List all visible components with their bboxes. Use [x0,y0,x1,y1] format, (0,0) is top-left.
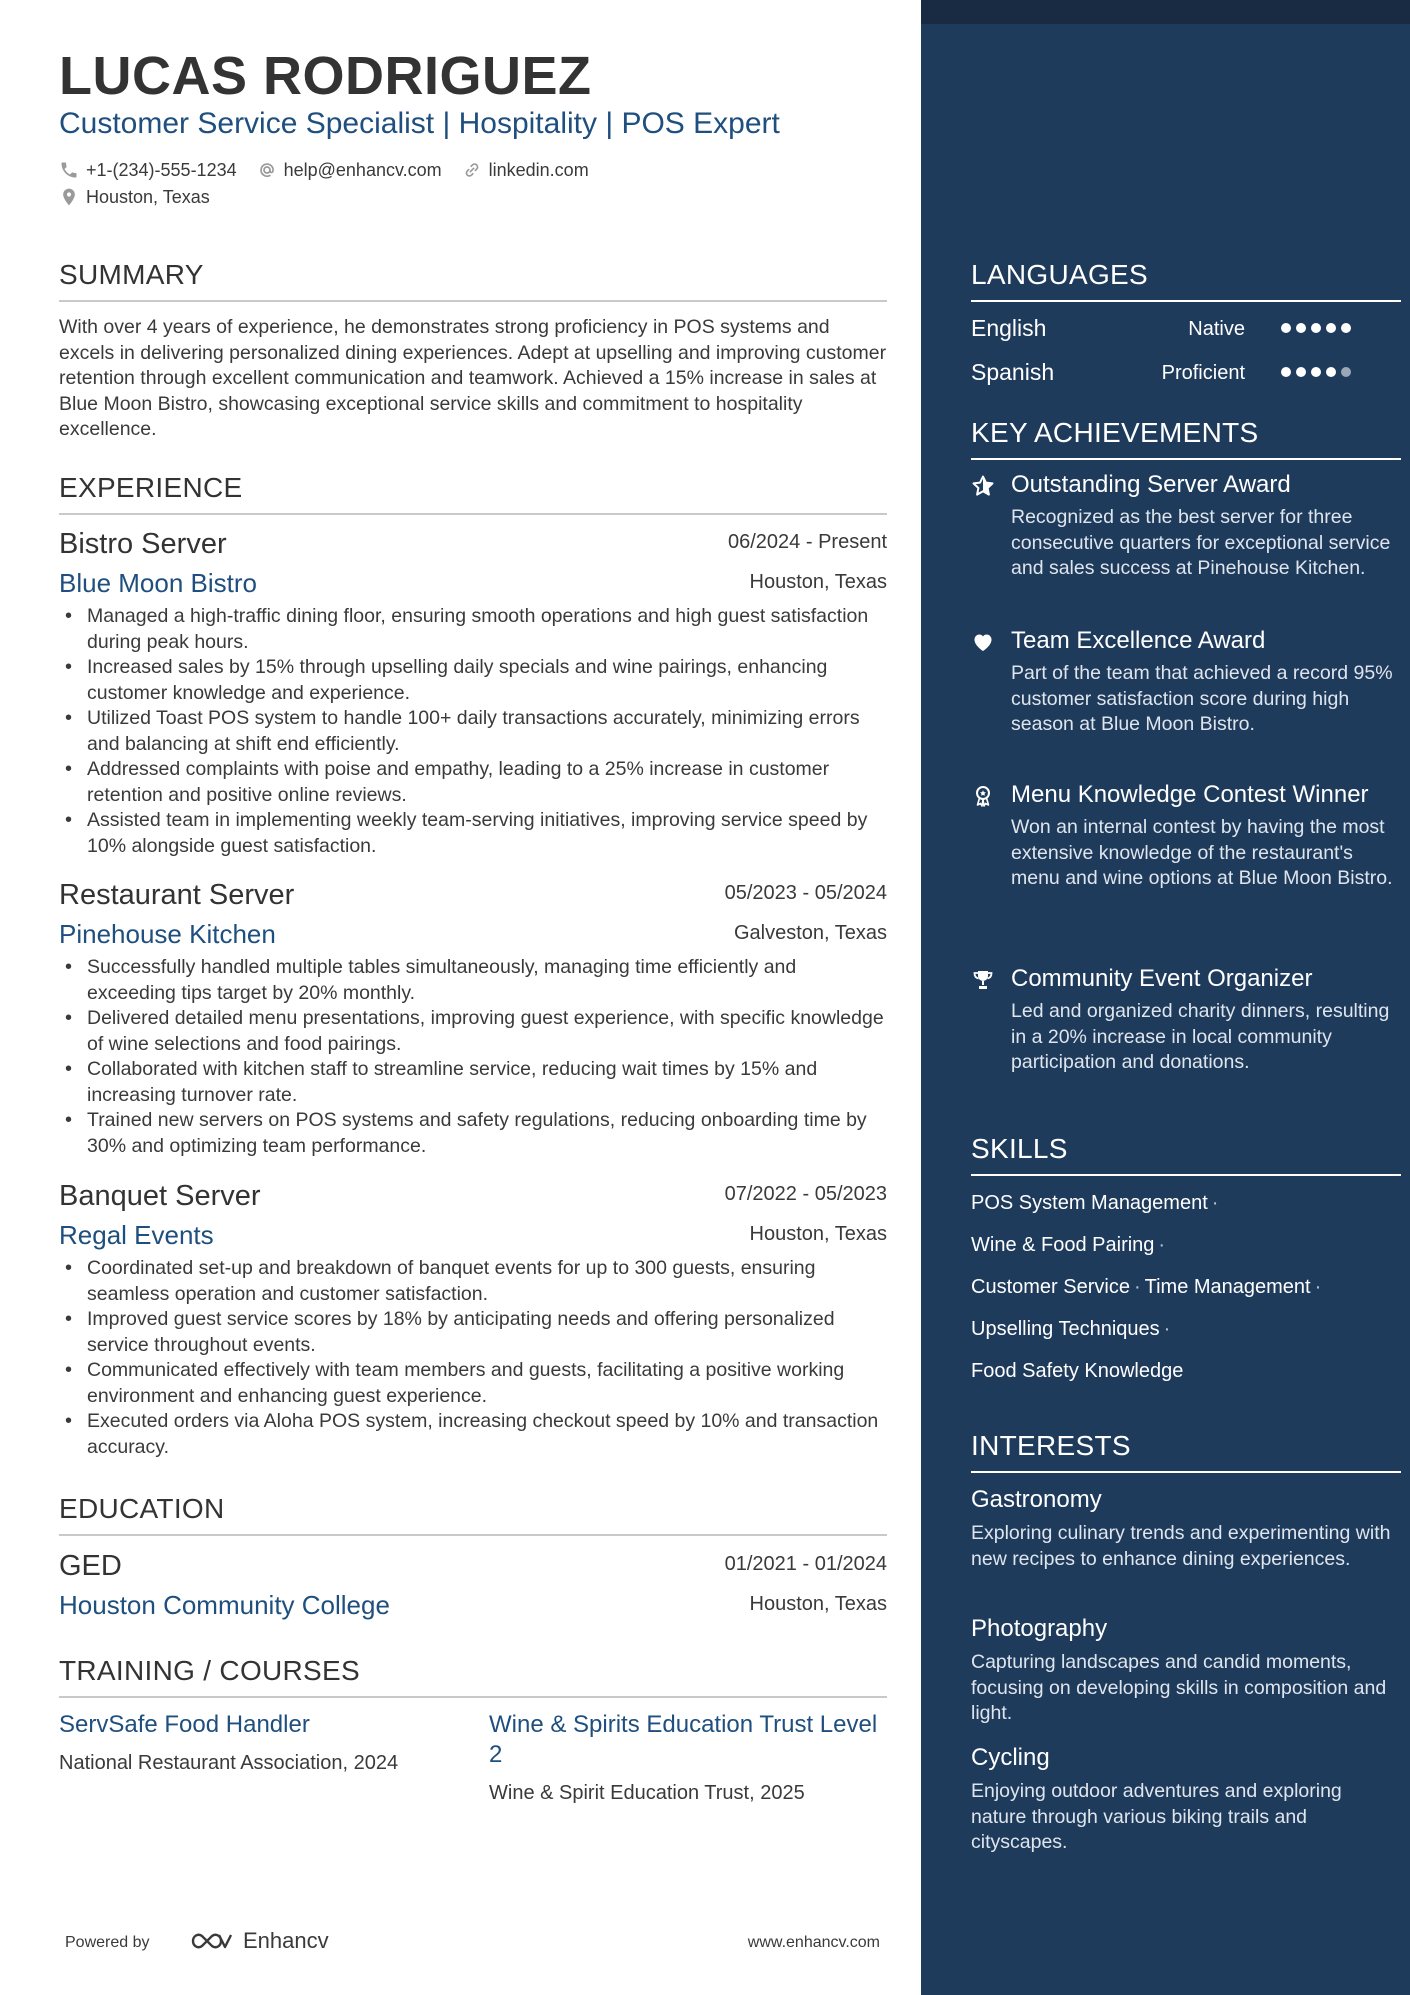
experience-entry [59,1178,887,1460]
proficiency-dot-filled [1341,323,1351,333]
heart-icon [971,630,995,654]
job-bullets [59,604,887,859]
achievement-desc: Won an internal contest by having the most extensive knowledge of the restaurant's menu and wine options at Blue Moon Bistro. [1011,816,1393,889]
proficiency-dot-filled [1281,323,1291,333]
job-company: Pinehouse Kitchen [59,919,276,949]
experience-entry [59,526,887,859]
brand-logo[interactable] [189,1928,329,1954]
language-name: English [971,315,1047,341]
achievement-desc: Part of the team that achieved a record 95% customer satisfaction score during high season at Blue Moon Bistro. [1011,662,1393,735]
job-dates: 07/2022 - 05/2023 [724,1183,887,1205]
proficiency-dot-empty [1341,367,1351,377]
skill-separator: · [1158,1234,1166,1256]
achievement-title: Community Event Organizer [1011,965,1313,992]
proficiency-dot-filled [1326,367,1336,377]
contact-row [59,158,609,182]
language-name: Spanish [971,359,1055,385]
job-title: Bistro Server [59,528,227,560]
school-location: Houston, Texas [749,1593,887,1615]
language-item [971,313,1351,345]
linkedin-contact[interactable] [462,158,589,182]
interest-title: Gastronomy [971,1486,1102,1513]
bullet-item: • Utilized Toast POS system to handle 100+ daily transactions accurately, minimizing errors and balancing at shift end efficiently. [59,706,887,757]
job-title: Banquet Server [59,1180,261,1212]
sidebar [921,0,1410,1995]
course-item [489,1710,889,1806]
phone-contact[interactable] [59,158,237,182]
language-item [971,357,1351,389]
email-contact[interactable] [257,158,442,182]
job-company: Regal Events [59,1220,214,1250]
bullet-item: • Addressed complaints with poise and empathy, leading to a 25% increase in customer retention and positive online reviews. [59,757,887,808]
skill-item: Customer Service [971,1276,1130,1298]
trophy-icon [971,968,995,992]
bullet-item: • Trained new servers on POS systems and safety regulations, reducing onboarding time by 30% and optimizing team performance. [59,1108,887,1159]
bullet-item: • Managed a high-traffic dining floor, ensuring smooth operations and high guest satisfaction during peak hours. [59,604,887,655]
summary-heading: SUMMARY [59,258,887,302]
language-proficiency-dots [1276,367,1351,377]
bullet-item: • Delivered detailed menu presentations, improving guest experience, with specific knowledge of wine selections and food pairings. [59,1006,887,1057]
enhancv-logo-icon [189,1928,235,1954]
skill-item: Time Management [1144,1276,1311,1298]
school-name: Houston Community College [59,1590,390,1620]
interests-heading: INTERESTS [971,1429,1401,1473]
proficiency-dot-filled [1326,323,1336,333]
location-contact [59,185,210,209]
linkedin-text: linkedin.com [488,160,589,180]
location-row [59,185,230,209]
interest-desc: Exploring culinary trends and experimenting with new recipes to enhance dining experiences. [971,1522,1391,1570]
bullet-item: • Executed orders via Aloha POS system, increasing checkout speed by 10% and transaction accuracy. [59,1409,887,1460]
achievement-desc: Led and organized charity dinners, resulting in a 20% increase in local community participation and donations. [1011,1000,1390,1073]
interest-title: Photography [971,1615,1108,1642]
job-bullets [59,955,887,1159]
course-detail: National Restaurant Association, 2024 [59,1752,399,1774]
skill-separator: · [1133,1276,1141,1298]
summary-text: With over 4 years of experience, he demonstrates strong proficiency in POS systems and excels in delivering personalized dining experiences. Adept at upselling and improving customer retention through excellent communication and teamwork. Achieved a 15% increase in sales at Blue Moon Bistro, showcasing exceptional service skills and commitment to hospitality excellence. [59,316,887,440]
interest-title: Cycling [971,1744,1050,1771]
achievement-title: Team Excellence Award [1011,627,1266,654]
skill-item: Food Safety Knowledge [971,1360,1184,1382]
bullet-item: • Collaborated with kitchen staff to streamline service, reducing wait times by 15% and increasing turnover rate. [59,1057,887,1108]
job-title: Restaurant Server [59,879,295,911]
location-text: Houston, Texas [86,187,210,207]
experience-heading: EXPERIENCE [59,471,887,515]
skill-line [971,1316,1174,1342]
job-bullets [59,1256,887,1460]
phone-text: +1-(234)-555-1234 [86,160,237,180]
job-dates: 06/2024 - Present [728,531,887,553]
job-dates: 05/2023 - 05/2024 [724,882,887,904]
language-proficiency-dots [1276,323,1351,333]
headline: Customer Service Specialist | Hospitality | POS Expert [59,107,780,140]
job-location: Houston, Texas [749,571,887,593]
job-company: Blue Moon Bistro [59,568,257,598]
at-icon [257,160,277,180]
skill-line [971,1358,1183,1384]
skill-line [971,1232,1169,1258]
bullet-item: • Communicated effectively with team members and guests, facilitating a positive working environment and enhancing guest experience. [59,1358,887,1409]
skill-line [971,1274,1325,1300]
phone-icon [59,160,79,180]
bullet-item: • Assisted team in implementing weekly team-serving initiatives, improving service speed by 10% alongside guest satisfaction. [59,808,887,859]
course-title: ServSafe Food Handler [59,1711,310,1738]
job-location: Houston, Texas [749,1223,887,1245]
skill-line [971,1190,1222,1216]
bullet-item: • Successfully handled multiple tables simultaneously, managing time efficiently and exceeding tips target by 20% monthly. [59,955,887,1006]
language-level: Proficient [1161,362,1245,384]
course-item [59,1710,459,1776]
skill-item: Wine & Food Pairing [971,1234,1155,1256]
course-title: Wine & Spirits Education Trust Level 2 [489,1711,878,1768]
education-heading: EDUCATION [59,1492,887,1536]
site-link[interactable]: www.enhancv.com [747,1934,880,1951]
achievement-desc: Recognized as the best server for three consecutive quarters for exceptional service and sales success at Pinehouse Kitchen. [1011,506,1391,579]
degree: GED [59,1550,122,1582]
link-icon [462,160,482,180]
location-pin-icon [59,187,79,207]
powered-by-label: Powered by [65,1934,150,1951]
proficiency-dot-filled [1296,323,1306,333]
brand-name: Enhancv [243,1928,329,1953]
achievement-title: Menu Knowledge Contest Winner [1011,781,1369,808]
achievement-item [971,964,1401,1076]
achievement-item [971,780,1401,892]
interest-item [971,1614,1401,1727]
interest-item [971,1485,1401,1572]
proficiency-dot-filled [1281,367,1291,377]
interest-desc: Enjoying outdoor adventures and exploring nature through various biking trails and cityscapes. [971,1780,1342,1853]
bullet-item: • Increased sales by 15% through upselling daily specials and wine pairings, enhancing customer knowledge and experience. [59,655,887,706]
course-detail: Wine & Spirit Education Trust, 2025 [489,1782,805,1804]
job-location: Galveston, Texas [733,922,887,944]
skill-item: Upselling Techniques [971,1318,1160,1340]
skill-separator: · [1211,1192,1219,1214]
training-heading: TRAINING / COURSES [59,1654,887,1698]
skills-heading: SKILLS [971,1132,1401,1176]
interest-item [971,1743,1401,1856]
experience-entry [59,877,887,1159]
skill-item: POS System Management [971,1192,1208,1214]
email-text: help@enhancv.com [283,160,442,180]
language-level: Native [1188,318,1245,340]
medal-icon [971,784,995,808]
achievements-heading: KEY ACHIEVEMENTS [971,416,1401,460]
bullet-item: • Coordinated set-up and breakdown of banquet events for up to 300 guests, ensuring seamless operation and customer satisfaction. [59,1256,887,1307]
proficiency-dot-filled [1311,323,1321,333]
achievement-item [971,470,1401,582]
achievement-title: Outstanding Server Award [1011,471,1291,498]
education-dates: 01/2021 - 01/2024 [724,1553,887,1575]
proficiency-dot-filled [1311,367,1321,377]
sidebar-top-band [921,0,1410,24]
star-icon [971,474,995,498]
interest-desc: Capturing landscapes and candid moments, focusing on developing skills in composition and light. [971,1651,1387,1724]
skill-separator: · [1163,1318,1171,1340]
achievement-item [971,626,1401,738]
proficiency-dot-filled [1296,367,1306,377]
candidate-name: LUCAS RODRIGUEZ [59,46,592,106]
education-entry [59,1548,887,1626]
bullet-item: • Improved guest service scores by 18% by anticipating needs and offering personalized service throughout events. [59,1307,887,1358]
footer [65,1928,880,1958]
skill-separator: · [1314,1276,1322,1298]
languages-heading: LANGUAGES [971,258,1401,302]
